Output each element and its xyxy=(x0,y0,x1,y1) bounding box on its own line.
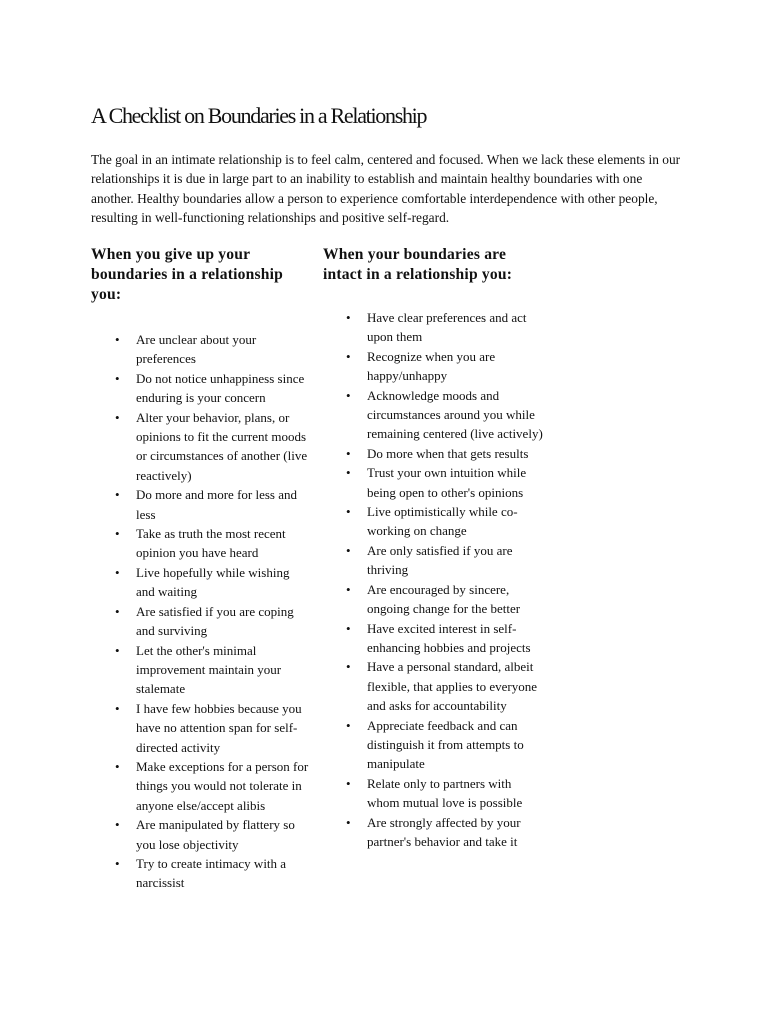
bullet-icon: • xyxy=(115,855,120,871)
right-column xyxy=(323,245,548,851)
list-item-text: Recognize when you are happy/unhappy xyxy=(367,348,496,384)
bullet-icon: • xyxy=(346,581,351,597)
list-item xyxy=(346,619,545,658)
left-column xyxy=(91,245,316,893)
bullet-icon: • xyxy=(115,409,120,425)
list-item-text: Live hopefully while wishing and waiting xyxy=(136,564,290,600)
bullet-icon: • xyxy=(346,445,351,461)
list-item-text: Have clear preferences and act upon them xyxy=(367,310,527,345)
list-item-text: Do more and more for less and less xyxy=(136,487,298,522)
list-item xyxy=(115,524,311,563)
list-item-text: Relate only to partners with whom mutual love is possible xyxy=(367,775,523,811)
list-item-text: Acknowledge moods and circumstances around you while remaining centered (live actively) xyxy=(367,387,543,442)
list-item xyxy=(346,541,545,580)
bullet-icon: • xyxy=(346,465,351,481)
list-item-text: Trust your own intuition while being open to other's opinions xyxy=(367,465,527,500)
bullet-icon: • xyxy=(115,817,120,833)
left-checklist xyxy=(91,330,316,893)
list-item-text: Have excited interest in self-enhancing hobbies and projects xyxy=(367,620,531,655)
list-item-text: Are encouraged by sincere, ongoing change for the better xyxy=(367,581,521,617)
list-item xyxy=(346,716,545,774)
bullet-icon: • xyxy=(346,659,351,675)
list-item xyxy=(115,815,311,854)
bullet-icon: • xyxy=(346,387,351,403)
bullet-icon: • xyxy=(346,348,351,364)
list-item xyxy=(346,347,545,386)
list-item-text: Are strongly affected by your partner's behavior and take it xyxy=(367,814,521,849)
list-item xyxy=(346,580,545,619)
list-item-text: Alter your behavior, plans, or opinions to fit the current moods or circumstances of another (live reactively) xyxy=(136,409,308,483)
bullet-icon: • xyxy=(346,542,351,558)
list-item xyxy=(115,485,311,524)
list-item xyxy=(346,502,545,541)
bullet-icon: • xyxy=(346,775,351,791)
list-item xyxy=(346,444,545,463)
list-item xyxy=(115,563,311,602)
list-item-text: Have a personal standard, albeit flexible, that applies to everyone and asks for accountability xyxy=(367,659,538,714)
list-item xyxy=(115,854,311,893)
list-item-text: I have few hobbies because you have no attention span for self-directed activity xyxy=(136,700,302,755)
right-checklist xyxy=(323,308,548,851)
list-item-text: Are only satisfied if you are thriving xyxy=(367,542,513,578)
bullet-icon: • xyxy=(115,487,120,503)
right-column-heading: When your boundaries are intact in a relationship you: xyxy=(323,246,513,283)
bullet-icon: • xyxy=(346,717,351,733)
list-item-text: Take as truth the most recent opinion you have heard xyxy=(136,526,286,561)
list-item xyxy=(346,308,545,347)
bullet-icon: • xyxy=(346,620,351,636)
bullet-icon: • xyxy=(115,526,120,542)
bullet-icon: • xyxy=(115,332,120,347)
list-item xyxy=(115,757,311,815)
list-item xyxy=(346,657,545,715)
list-item-text: Let the other's minimal improvement maintain your stalemate xyxy=(136,642,282,697)
list-item-text: Are satisfied if you are coping and surviving xyxy=(136,603,294,639)
list-item-text: Are manipulated by flattery so you lose objectivity xyxy=(136,817,295,852)
list-item xyxy=(115,699,311,757)
list-item-text: Do not notice unhappiness since enduring is your concern xyxy=(136,370,305,406)
list-item xyxy=(346,813,545,852)
bullet-icon: • xyxy=(115,564,120,580)
bullet-icon: • xyxy=(115,370,120,386)
list-item xyxy=(346,386,545,444)
list-item-text: Make exceptions for a person for things you would not tolerate in anyone else/accept alibis xyxy=(136,758,309,813)
bullet-icon: • xyxy=(115,758,120,774)
intro-paragraph: The goal in an intimate relationship is to feel calm, centered and focused. When we lack these elements in our relationships it is due in large part to an inability to establish and maintain healthy boundaries with one another. Healthy boundaries allow a person to experience comfortable interdependence with other people, resulting in well-functioning relationships and positive self-regard. xyxy=(91,152,681,225)
list-item xyxy=(115,602,311,641)
list-item-text: Are unclear about your preferences xyxy=(136,332,257,367)
bullet-icon: • xyxy=(346,310,351,325)
list-item-text: Do more when that gets results xyxy=(367,445,529,461)
bullet-icon: • xyxy=(346,504,351,520)
list-item xyxy=(115,330,311,369)
list-item xyxy=(346,463,545,502)
bullet-icon: • xyxy=(346,814,351,830)
list-item-text: Appreciate feedback and can distinguish it from attempts to manipulate xyxy=(367,717,524,772)
list-item-text: Live optimistically while co-working on change xyxy=(367,504,518,539)
list-item xyxy=(346,774,545,813)
bullet-icon: • xyxy=(115,642,120,658)
bullet-icon: • xyxy=(115,603,120,619)
page-title: A Checklist on Boundaries in a Relationship xyxy=(91,103,427,128)
left-column-heading: When you give up your boundaries in a relationship you: xyxy=(91,246,284,303)
list-item xyxy=(115,408,311,486)
list-item xyxy=(115,641,311,699)
list-item xyxy=(115,369,311,408)
bullet-icon: • xyxy=(115,700,120,716)
list-item-text: Try to create intimacy with a narcissist xyxy=(136,855,287,891)
